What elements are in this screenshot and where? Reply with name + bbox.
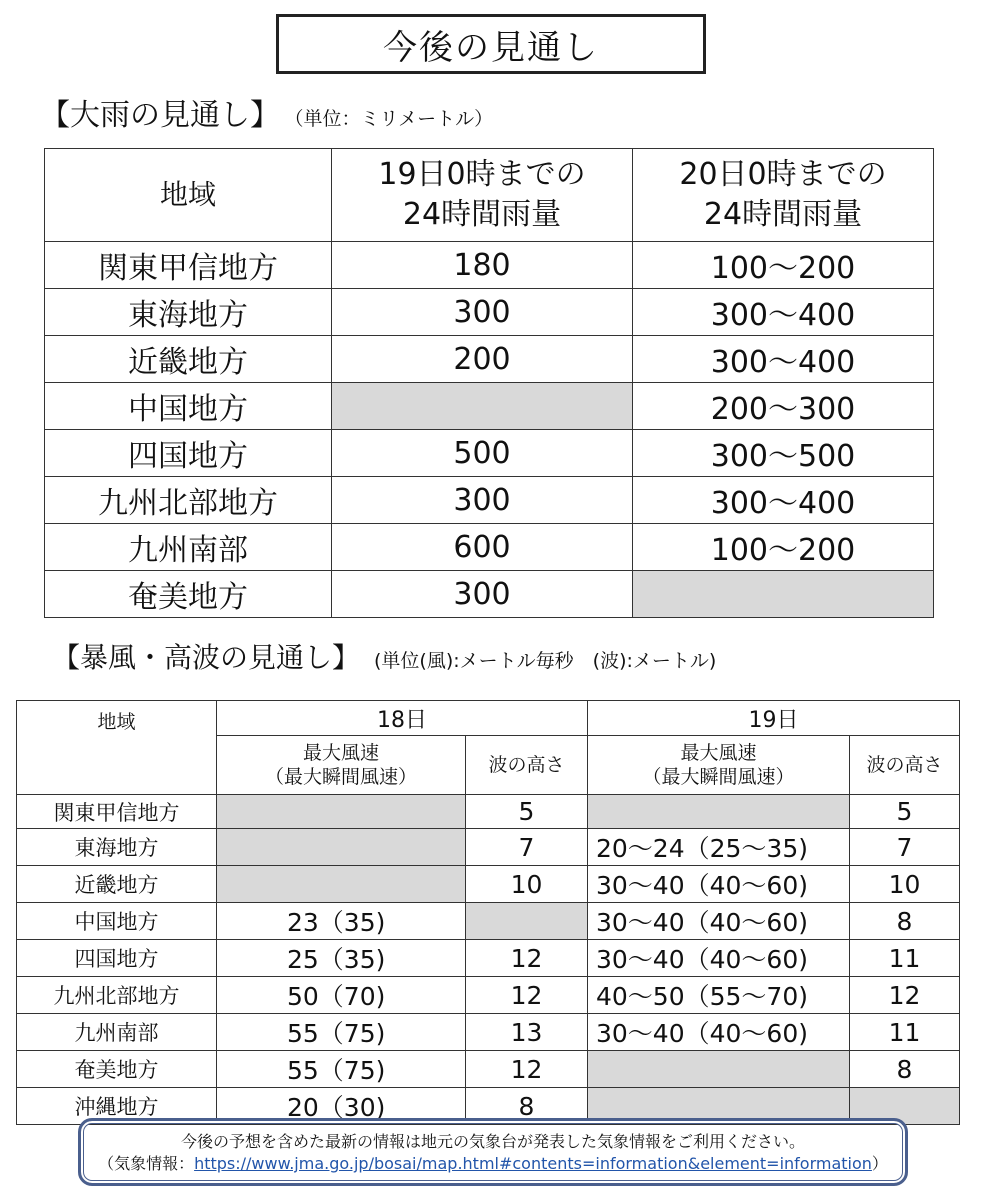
wind19-speed-header <box>588 736 850 795</box>
wave18-cell: 12 <box>466 977 588 1014</box>
footer-notice <box>78 1118 908 1186</box>
rain-region-cell: 奄美地方 <box>45 571 332 618</box>
rain-day19-cell: 200 <box>332 336 633 383</box>
wind18-speed-cell <box>217 795 466 829</box>
wind-table-row <box>17 1051 960 1088</box>
wave19-cell: 11 <box>850 940 960 977</box>
rain-table-row <box>45 571 934 618</box>
rain-day19-cell: 300 <box>332 477 633 524</box>
rain-section-heading <box>40 90 493 134</box>
rain-region-cell: 四国地方 <box>45 430 332 477</box>
wind-section-heading <box>52 636 716 676</box>
rain-table-row <box>45 289 934 336</box>
wind18-speed-cell: 55（75) <box>217 1014 466 1051</box>
wind18-speed-cell <box>217 829 466 866</box>
wind18-speed-cell <box>217 866 466 903</box>
rain-day20-cell: 300～500 <box>633 430 934 477</box>
rain-table-row <box>45 430 934 477</box>
rain-day20-cell: 100～200 <box>633 242 934 289</box>
page-title <box>276 14 706 74</box>
wind18-speed-cell: 20（30) <box>217 1088 466 1125</box>
wind19-speed-cell: 30～40（40～60) <box>588 940 850 977</box>
wind-region-cell: 沖縄地方 <box>17 1088 217 1125</box>
rain-region-cell: 近畿地方 <box>45 336 332 383</box>
rain-col1-line2: 24時間雨量 <box>402 197 562 232</box>
wind19-speed-line2: （最大瞬間風速） <box>642 766 795 788</box>
wave18-cell: 13 <box>466 1014 588 1051</box>
jma-info-link[interactable]: https://www.jma.go.jp/bosai/map.html#contents=information&element=information <box>194 1154 872 1173</box>
wave19-cell: 10 <box>850 866 960 903</box>
wind19-speed-cell: 30～40（40～60) <box>588 866 850 903</box>
rain-day20-cell: 200～300 <box>633 383 934 430</box>
wind-region-cell: 東海地方 <box>17 829 217 866</box>
rain-day20-cell <box>633 571 934 618</box>
rain-region-header: 地域 <box>45 149 332 242</box>
wind-day19-header: 19日 <box>588 701 960 736</box>
wave18-cell: 8 <box>466 1088 588 1125</box>
wave19-cell: 7 <box>850 829 960 866</box>
rain-col2-line1: 20日0時までの <box>679 157 887 192</box>
wind18-speed-cell: 23（35) <box>217 903 466 940</box>
wind-region-header: 地域 <box>17 701 217 795</box>
wind-region-cell: 四国地方 <box>17 940 217 977</box>
rain-day19-cell <box>332 383 633 430</box>
footer-link-line <box>81 1153 905 1175</box>
rain-col2-header <box>633 149 934 242</box>
wind-region-cell: 奄美地方 <box>17 1051 217 1088</box>
rain-col1-header <box>332 149 633 242</box>
wave19-cell: 8 <box>850 1051 960 1088</box>
wind19-speed-cell: 30～40（40～60) <box>588 903 850 940</box>
wind18-speed-cell: 50（70) <box>217 977 466 1014</box>
wave18-cell: 5 <box>466 795 588 829</box>
rain-table-row <box>45 524 934 571</box>
rain-region-cell: 九州南部 <box>45 524 332 571</box>
wind18-speed-cell: 55（75) <box>217 1051 466 1088</box>
wave18-cell: 7 <box>466 829 588 866</box>
rain-table-row <box>45 383 934 430</box>
rain-region-cell: 関東甲信地方 <box>45 242 332 289</box>
wind19-speed-cell <box>588 795 850 829</box>
wind18-speed-line1: 最大風速 <box>302 742 379 764</box>
rain-table-row <box>45 477 934 524</box>
wave18-cell: 12 <box>466 1051 588 1088</box>
rain-header-row <box>45 149 934 242</box>
rain-day19-cell: 500 <box>332 430 633 477</box>
wave19-cell: 12 <box>850 977 960 1014</box>
wind-region-cell: 九州北部地方 <box>17 977 217 1014</box>
rain-table-row <box>45 336 934 383</box>
rain-col1-line1: 19日0時までの <box>378 157 586 192</box>
wind-unit: (単位(風):メートル毎秒 (波):メートル) <box>374 650 717 672</box>
wind18-speed-line2: （最大瞬間風速） <box>264 766 417 788</box>
wind-day-header-row <box>17 701 960 736</box>
rain-heading: 【大雨の見通し】 <box>40 98 280 133</box>
rain-day20-cell: 100～200 <box>633 524 934 571</box>
rain-outlook-table <box>44 148 934 618</box>
wind-region-cell: 近畿地方 <box>17 866 217 903</box>
footer-suffix: ） <box>871 1154 888 1173</box>
rain-region-cell: 中国地方 <box>45 383 332 430</box>
wind-table-row <box>17 866 960 903</box>
rain-day20-cell: 300～400 <box>633 477 934 524</box>
footer-text: 今後の予想を含めた最新の情報は地元の気象台が発表した気象情報をご利用ください。 <box>180 1132 805 1151</box>
wind-table-row <box>17 829 960 866</box>
wave18-cell: 10 <box>466 866 588 903</box>
wind-table-row <box>17 903 960 940</box>
wave18-header: 波の高さ <box>466 736 588 795</box>
wind18-speed-cell: 25（35) <box>217 940 466 977</box>
wind-table-row <box>17 977 960 1014</box>
wave18-cell: 12 <box>466 940 588 977</box>
wind19-speed-line1: 最大風速 <box>680 742 757 764</box>
wind19-speed-cell: 30～40（40～60) <box>588 1014 850 1051</box>
rain-day19-cell: 300 <box>332 571 633 618</box>
wave19-cell: 5 <box>850 795 960 829</box>
wind-heading: 【暴風・高波の見通し】 <box>52 641 361 674</box>
wind-table-row <box>17 795 960 829</box>
rain-day19-cell: 180 <box>332 242 633 289</box>
wind-day18-header: 18日 <box>217 701 588 736</box>
rain-day20-cell: 300～400 <box>633 289 934 336</box>
wave18-cell <box>466 903 588 940</box>
wind19-speed-cell <box>588 1051 850 1088</box>
wind19-speed-cell: 20～24（25～35) <box>588 829 850 866</box>
wave19-cell: 11 <box>850 1014 960 1051</box>
wind-region-cell: 九州南部 <box>17 1014 217 1051</box>
rain-unit: （単位：ミリメートル） <box>294 108 494 130</box>
wind-region-cell: 中国地方 <box>17 903 217 940</box>
rain-region-cell: 九州北部地方 <box>45 477 332 524</box>
rain-region-cell: 東海地方 <box>45 289 332 336</box>
wave19-cell: 8 <box>850 903 960 940</box>
rain-col2-line2: 24時間雨量 <box>703 197 863 232</box>
wind18-speed-header <box>217 736 466 795</box>
wind-table-row <box>17 940 960 977</box>
wave19-header: 波の高さ <box>850 736 960 795</box>
wind-region-cell: 関東甲信地方 <box>17 795 217 829</box>
rain-day19-cell: 300 <box>332 289 633 336</box>
wind-wave-outlook-table <box>16 700 960 1125</box>
rain-day19-cell: 600 <box>332 524 633 571</box>
wind-table-row <box>17 1014 960 1051</box>
wind19-speed-cell: 40～50（55～70) <box>588 977 850 1014</box>
page-title-text: 今後の見通し <box>383 27 599 68</box>
rain-day20-cell: 300～400 <box>633 336 934 383</box>
rain-table-row <box>45 242 934 289</box>
footer-prefix: （気象情報： <box>98 1154 195 1173</box>
